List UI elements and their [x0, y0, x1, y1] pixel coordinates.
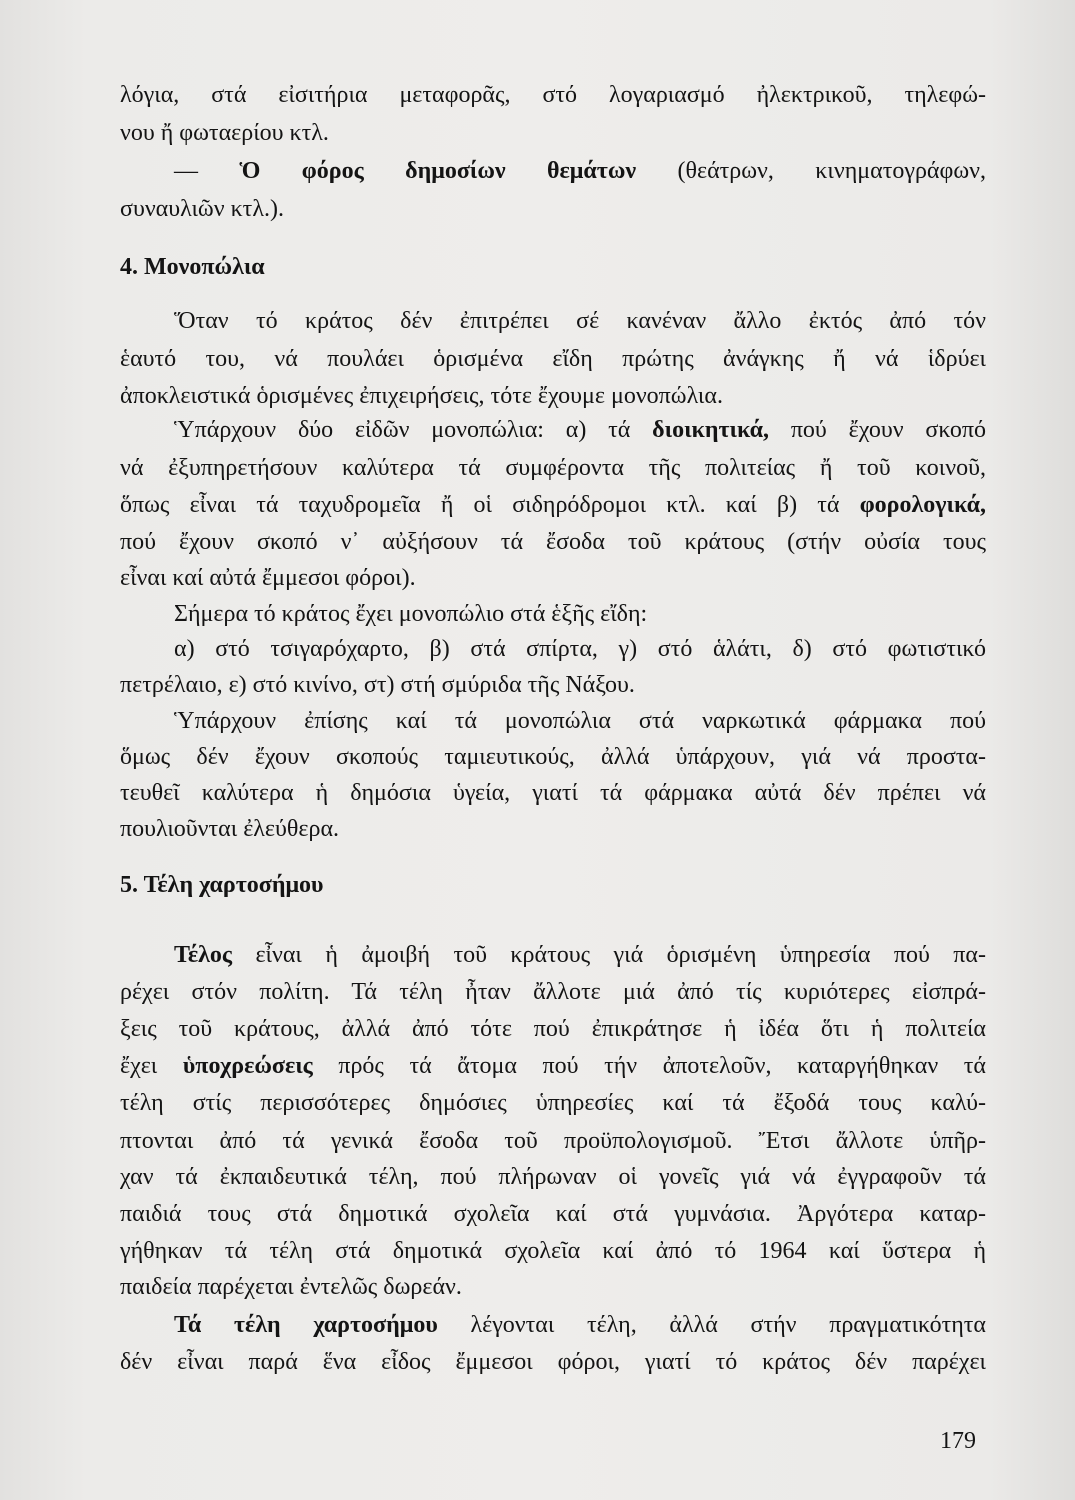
bold-term: ὑποχρεώσεις	[182, 1053, 313, 1079]
bold-term: Τά τέλη χαρτοσήμου	[174, 1312, 438, 1338]
text-line: παιδεία παρέχεται ἐντελῶς δωρεάν.	[120, 1274, 462, 1300]
bold-term: διοικητικά,	[652, 417, 769, 443]
text-line: παιδιά τους στά δημοτικά σχολεῖα καί στά γυμνάσια. Ἀργότερα καταρ-	[120, 1201, 986, 1227]
text-line: ξεις τοῦ κράτους, ἀλλά ἀπό τότε πού ἐπικράτησε ἡ ἰδέα ὅτι ἡ πολιτεία	[120, 1016, 986, 1042]
text-line: συναυλιῶν κτλ.).	[120, 196, 284, 222]
text-line: δέν εἶναι παρά ἕνα εἶδος ἔμμεσοι φόροι, γιατί τό κράτος δέν παρέχει	[120, 1349, 986, 1375]
text-line: Σήμερα τό κράτος ἔχει μονοπώλιο στά ἑξῆς εἴδη:	[174, 601, 648, 627]
text-line: ἀποκλειστικά ὁρισμένες ἐπιχειρήσεις, τότε ἔχουμε μονοπώλια.	[120, 383, 723, 409]
section-heading: 5. Τέλη χαρτοσήμου	[120, 872, 324, 898]
bold-term: φορολογικά,	[859, 492, 986, 518]
text-line: Τά τέλη χαρτοσήμου λέγονται τέλη, ἀλλά στήν πραγματικότητα	[174, 1312, 987, 1338]
text-line: πετρέλαιο, ε) στό κινίνο, στ) στή σμύριδα τῆς Νάξου.	[120, 672, 635, 698]
text-line: ἑαυτό του, νά πουλάει ὁρισμένα εἴδη πρώτης ἀνάγκης ἤ νά ἱδρύει	[120, 346, 986, 372]
text-line: ὅμως δέν ἔχουν σκοπούς ταμιευτικούς, ἀλλά ὑπάρχουν, γιά νά προστα-	[120, 744, 986, 770]
text-line: νά ἐξυπηρετήσουν καλύτερα τά συμφέροντα τῆς πολιτείας ἤ τοῦ κοινοῦ,	[120, 455, 986, 481]
text-line: πουλιοῦνται ἐλεύθερα.	[120, 816, 340, 842]
text-line: τευθεῖ καλύτερα ἡ δημόσια ὑγεία, γιατί τά φάρμακα αὐτά δέν πρέπει νά	[120, 780, 986, 806]
section-heading: 4. Μονοπώλια	[120, 254, 265, 280]
text-line: νου ἤ φωταερίου κτλ.	[120, 120, 329, 146]
text-line: χαν τά ἐκπαιδευτικά τέλη, πού πλήρωναν οἱ γονεῖς γιά νά ἐγγραφοῦν τά	[120, 1164, 986, 1190]
text-line: Ὅταν τό κράτος δέν ἐπιτρέπει σέ κανέναν ἄλλο ἐκτός ἀπό τόν	[174, 308, 986, 334]
text-line: Τέλος εἶναι ἡ ἀμοιβή τοῦ κράτους γιά ὁρισμένη ὑπηρεσία πού πα-	[174, 942, 986, 968]
text-line: ὅπως εἶναι τά ταχυδρομεῖα ἤ οἱ σιδηρόδρομοι κτλ. καί β) τά φορολογικά,	[120, 492, 986, 518]
text-line: γήθηκαν τά τέλη στά δημοτικά σχολεῖα καί ἀπό τό 1964 καί ὕστερα ἡ	[120, 1238, 986, 1264]
text-line: Ὑπάρχουν δύο εἰδῶν μονοπώλια: α) τά διοικητικά, πού ἔχουν σκοπό	[174, 417, 986, 443]
bold-term: Τέλος	[174, 942, 232, 968]
text-line: Ὑπάρχουν ἐπίσης καί τά μονοπώλια στά ναρκωτικά φάρμακα πού	[174, 708, 986, 734]
text-line: πτονται ἀπό τά γενικά ἔσοδα τοῦ προϋπολογισμοῦ. Ἔτσι ἄλλοτε ὑπῆρ-	[120, 1128, 986, 1154]
text-line: λόγια, στά εἰσιτήρια μεταφορᾶς, στό λογαριασμό ἠλεκτρικοῦ, τηλεφώ-	[120, 82, 986, 108]
text-line: α) στό τσιγαρόχαρτο, β) στά σπίρτα, γ) στό ἁλάτι, δ) στό φωτιστικό	[174, 636, 986, 662]
text-line: πού ἔχουν σκοπό ν᾽ αὐξήσουν τά ἔσοδα τοῦ κράτους (στήν οὐσία τους	[120, 529, 986, 555]
bold-term: Ὁ φόρος δημοσίων θεμάτων	[239, 158, 637, 184]
text-line: εἶναι καί αὐτά ἔμμεσοι φόροι).	[120, 565, 416, 591]
text-line: — Ὁ φόρος δημοσίων θεμάτων (θεάτρων, κινηματογράφων,	[174, 158, 987, 184]
page-number: 179	[940, 1428, 976, 1454]
text-line: ρέχει στόν πολίτη. Τά τέλη ἦταν ἄλλοτε μιά ἀπό τίς κυριότερες εἰσπρά-	[120, 979, 986, 1005]
text-line: ἔχει ὑποχρεώσεις πρός τά ἄτομα πού τήν ἀποτελοῦν, καταργήθηκαν τά	[120, 1053, 986, 1079]
text-line: τέλη στίς περισσότερες δημόσιες ὑπηρεσίες καί τά ἔξοδά τους καλύ-	[120, 1090, 986, 1116]
